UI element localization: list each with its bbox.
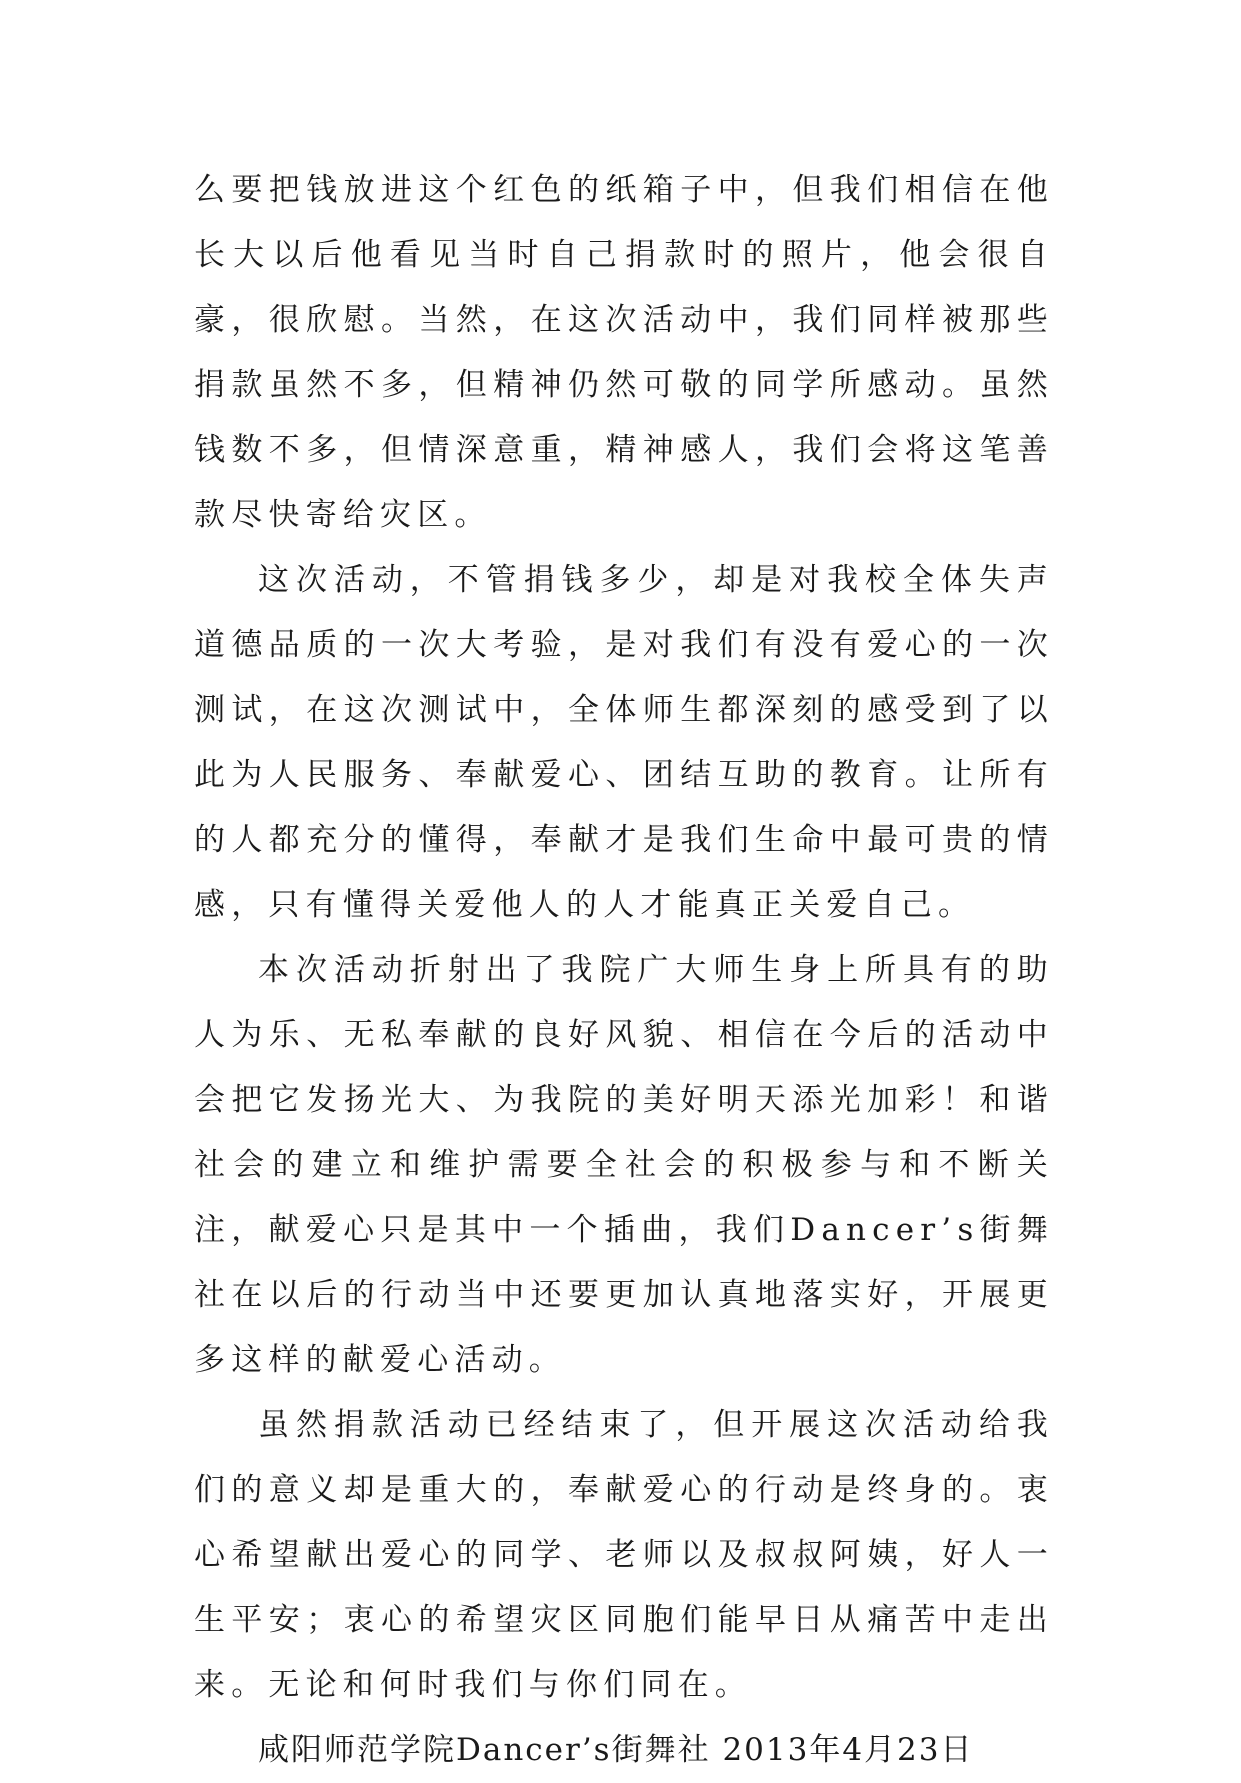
paragraph-significance: 这次活动，不管捐钱多少，却是对我校全体失声道德品质的一次大考验，是对我们有没有爱心的一次测试，在这次测试中，全体师生都深刻的感受到了以此为人民服务、奉献爱心、团结互助的教育。让所有的人都充分的懂得，奉献才是我们生命中最可贵的情感，只有懂得关爱他人的人才能真正关爱自己。: [194, 562, 1054, 923]
document-body: [194, 158, 1054, 1783]
paragraph-closing: 虽然捐款活动已经结束了，但开展这次活动给我们的意义却是重大的，奉献爱心的行动是终身的。衷心希望献出爱心的同学、老师以及叔叔阿姨，好人一生平安；衷心的希望灾区同胞们能早日从痛苦中走出来。无论和何时我们与你们同在。: [194, 1407, 1054, 1703]
paragraph-reflection: 本次活动折射出了我院广大师生身上所具有的助人为乐、无私奉献的良好风貌、相信在今后的活动中会把它发扬光大、为我院的美好明天添光加彩！和谐社会的建立和维护需要全社会的积极参与和不断关注，献爱心只是其中一个插曲，我们Dancer’s街舞社在以后的行动当中还要更加认真地落实好，开展更多这样的献爱心活动。: [194, 952, 1054, 1378]
signature-line: 咸阳师范学院Dancer’s街舞社 2013年4月23日: [258, 1732, 974, 1768]
paragraph-continuation: 么要把钱放进这个红色的纸箱子中，但我们相信在他长大以后他看见当时自己捐款时的照片，他会很自豪，很欣慰。当然，在这次活动中，我们同样被那些捐款虽然不多，但精神仍然可敬的同学所感动。虽然钱数不多，但情深意重，精神感人，我们会将这笔善款尽快寄给灾区。: [194, 172, 1054, 533]
